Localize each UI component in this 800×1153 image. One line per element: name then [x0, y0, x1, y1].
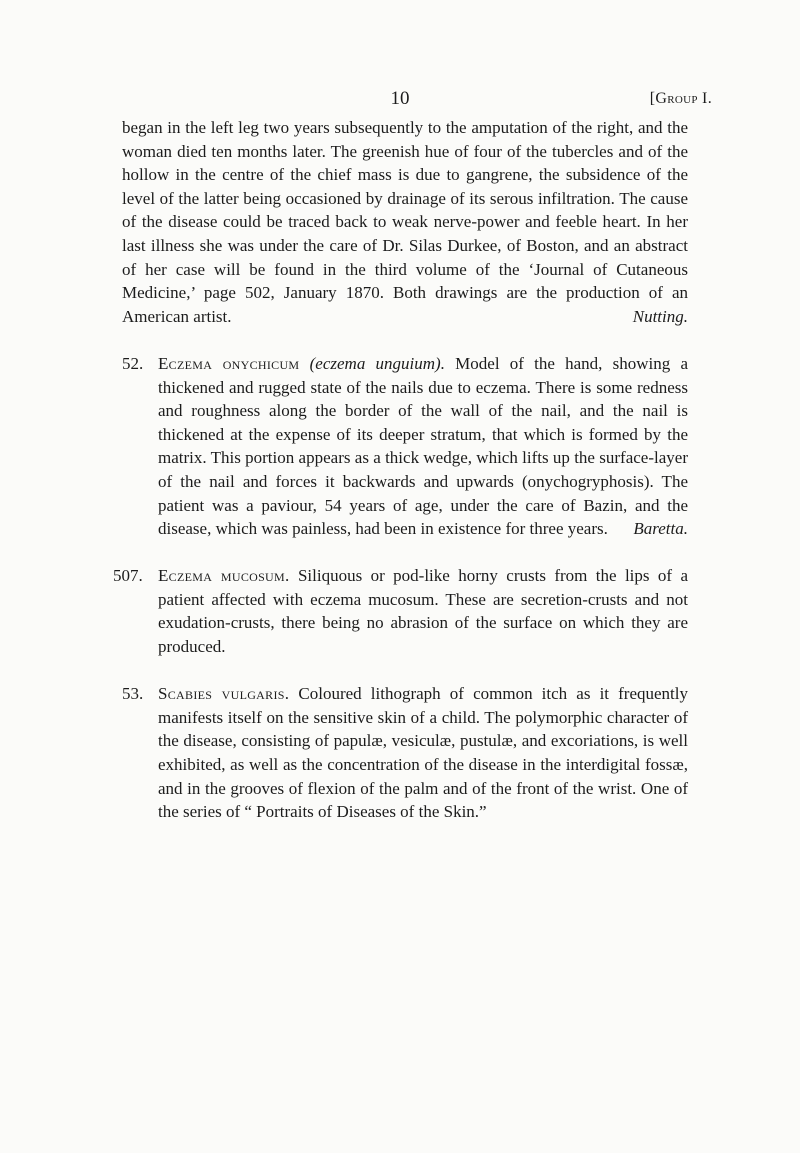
- entry-text: Coloured lithograph of common itch as it frequently manifests itself on the sensitive skin of a child. The polymorphic character of the disease, consisting of papulæ, vesiculæ, pustulæ, and excoriations, is well exhibited, as well as the concentration of the disease in the interdigital fossæ, and in the grooves of flexion of the palm and of the front of the wrist. One of the series of “ Portraits of Diseases of the Skin.”: [158, 684, 689, 822]
- page-number: 10: [390, 88, 410, 109]
- entry-heading: Scabies vulgaris.: [158, 684, 290, 704]
- entry-507: [113, 564, 689, 658]
- entry-heading: Eczema mucosum.: [158, 566, 290, 586]
- entry-number: 53.: [122, 684, 144, 704]
- entry-53: [122, 682, 688, 824]
- entry-52: [122, 352, 688, 541]
- running-head: [Group I.: [649, 90, 712, 107]
- entry-text: Siliquous or pod-like horny crusts from the lips of a patient affected with eczema mucosum. These are secretion-crusts and not exudation-crusts, there being no abrasion of the surface on which they are produced.: [158, 566, 689, 657]
- entry-heading: Eczema onychicum: [158, 353, 300, 373]
- author-signature: Baretta.: [633, 519, 688, 539]
- entry-latin: (eczema unguium).: [309, 353, 445, 373]
- continuation-text: began in the left leg two years subsequently to the amputation of the right, and the woman died ten months later. The greenish hue of four of the tubercles and of the hollow in the centre of the chief mass is due to gangrene, the subsidence of the level of the latter being occasioned by drainage of its serous infiltration. The cause of the disease could be traced back to weak nerve-power and feeble heart. In her last illness she was under the care of Dr. Silas Durkee, of Boston, and an abstract of her case will be found in the third volume of the ‘Journal of Cutaneous Medicine,’ page 502, January 1870. Both drawings are the production of an American artist.: [122, 118, 688, 326]
- entry-number: 52.: [122, 353, 144, 373]
- continuation-paragraph: [122, 116, 688, 328]
- entry-text: Model of the hand, showing a thickened and rugged state of the nails due to eczema. There is some redness and roughness along the border of the wall of the nail, and the nail is thickened at the expense of its deeper stratum, that which is formed by the matrix. This portion appears as a thick wedge, which lifts up the surface-layer of the nail and forces it backwards and upwards (onychogryphosis). The patient was a paviour, 54 years of age, under the care of Bazin, and the disease, which was painless, had been in existence for three years.: [158, 353, 689, 539]
- author-signature: Nutting.: [632, 306, 688, 326]
- entry-number: 507.: [113, 566, 143, 586]
- body-text: [113, 116, 689, 841]
